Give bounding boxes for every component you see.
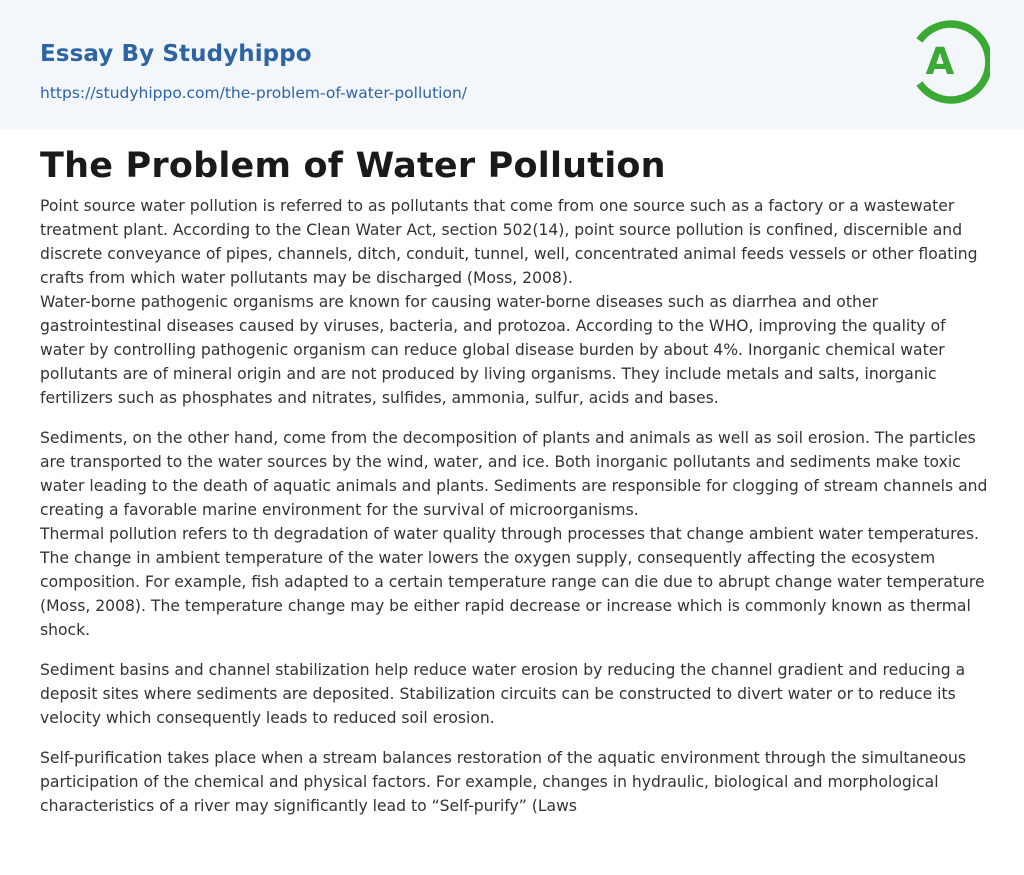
paragraph: Sediments, on the other hand, come from the decomposition of plants and animals as well as soil erosion. The particles are transported to the water sources by the wind, water, and ice. Both inorganic pollutants and sediments make toxic water leading to the death of aquatic animals and plants. Sediments are responsible for clogging of stream channels and creating a favorable marine environment for the survival of microorganisms. bbox=[40, 429, 988, 519]
paragraph: Sediment basins and channel stabilization help reduce water erosion by reducing the channel gradient and reducing a deposit sites where sediments are deposited. Stabilization circuits can be constructed to divert water or to reduce its velocity which consequently leads to reduced soil erosion. bbox=[40, 661, 966, 727]
page-title: The Problem of Water Pollution bbox=[40, 146, 666, 186]
logo-letter: A bbox=[925, 40, 955, 83]
brand-name: Essay By Studyhippo bbox=[40, 41, 312, 67]
paragraph: Thermal pollution refers to th degradation of water quality through processes that change ambient water temperatures. The change in ambient temperature of the water lowers the oxygen supply, consequently affecting the ecosystem composition. For example, fish adapted to a certain temperature range can die due to abrupt change water temperature (Moss, 2008). The temperature change may be either rapid decrease or increase which is commonly known as thermal shock. bbox=[40, 525, 985, 639]
source-url-link[interactable]: https://studyhippo.com/the-problem-of-water-pollution/ bbox=[40, 84, 467, 102]
paragraph: Point source water pollution is referred to as pollutants that come from one source such as a factory or a wastewater treatment plant. According to the Clean Water Act, section 502(14), point source pollution is confined, discernible and discrete conveyance of pipes, channels, ditch, conduit, tunnel, well, concentrated animal feeds vessels or other floating crafts from which water pollutants may be discharged (Moss, 2008). bbox=[40, 197, 978, 287]
paragraph: Self-purification takes place when a stream balances restoration of the aquatic environment through the simultaneous participation of the chemical and physical factors. For example, changes in hydraulic, biological and morphological characteristics of a river may significantly lead to “Self-purify” (Laws bbox=[40, 749, 967, 815]
paragraph: Water-borne pathogenic organisms are known for causing water-borne diseases such as diarrhea and other gastrointestinal diseases caused by viruses, bacteria, and protozoa. According to the WHO, improving the quality of water by controlling pathogenic organism can reduce global disease burden by about 4%. Inorganic chemical water pollutants are of mineral origin and are not produced by living organisms. They include metals and salts, inorganic fertilizers such as phosphates and nitrates, sulfides, ammonia, sulfur, acids and bases. bbox=[40, 293, 946, 407]
studyhippo-logo-icon[interactable] bbox=[908, 17, 990, 107]
page-header bbox=[0, 0, 1024, 129]
article-body bbox=[40, 194, 990, 818]
